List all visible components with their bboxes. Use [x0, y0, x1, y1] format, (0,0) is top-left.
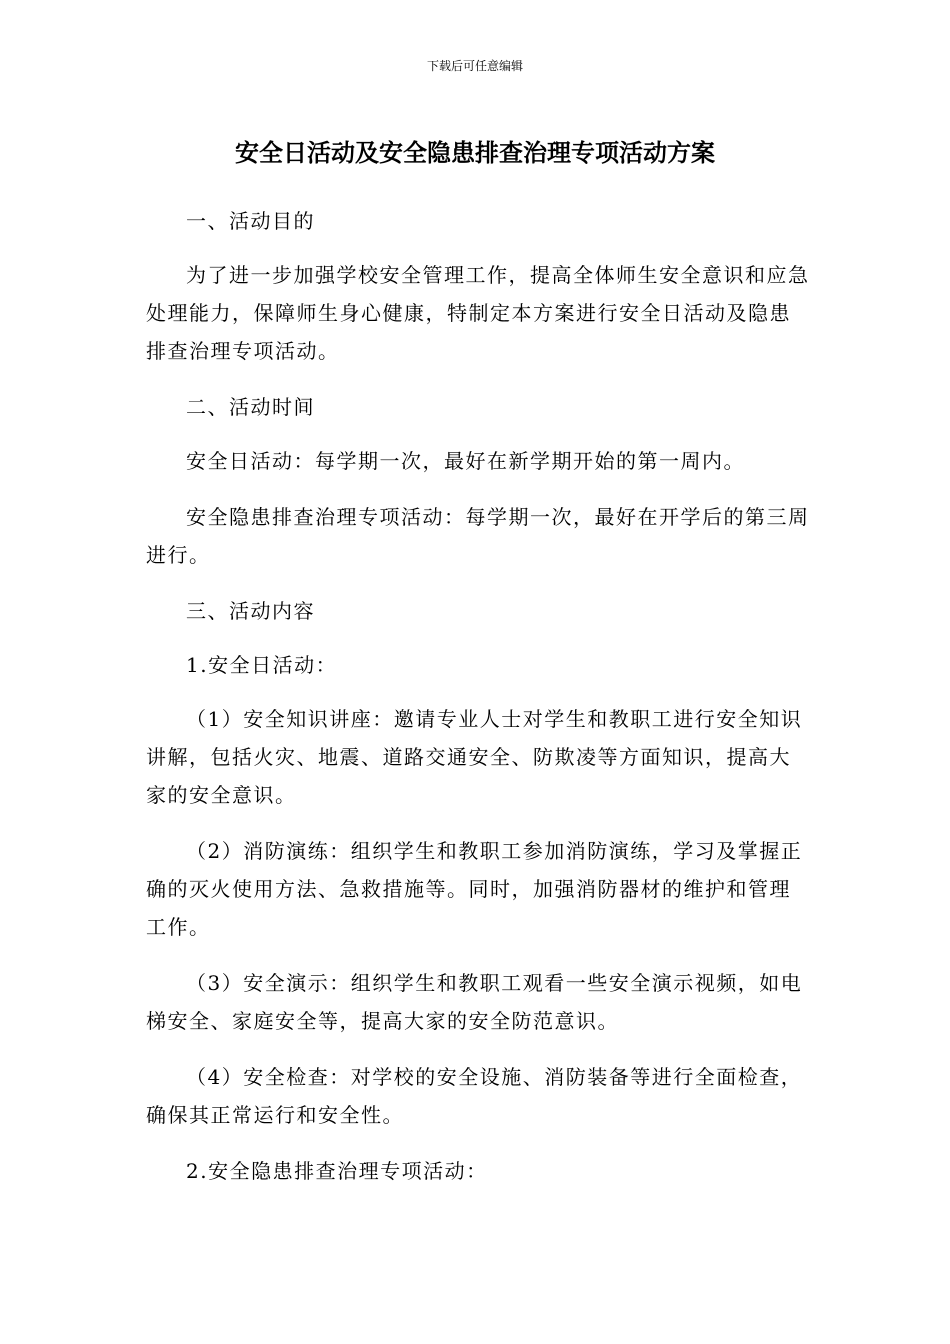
paragraph-hazard-check-time: 安全隐患排查治理专项活动：每学期一次，最好在开学后的第三周进行。 [146, 505, 810, 567]
document-title: 安全日活动及安全隐患排查治理专项活动方案 [235, 139, 715, 167]
subheading-hazard-check: 2.安全隐患排查治理专项活动： [186, 1159, 488, 1183]
paragraph-item-fire-drill: （2）消防演练：组织学生和教职工参加消防演练，学习及掌握正确的灭火使用方法、急救措施等。同时，加强消防器材的维护和管理工作。 [146, 839, 803, 939]
paragraph-item-inspection: （4）安全检查：对学校的安全设施、消防装备等进行全面检查，确保其正常运行和安全性。 [146, 1065, 803, 1127]
section-heading-time: 二、活动时间 [186, 395, 315, 419]
subheading-safety-day: 1.安全日活动： [186, 653, 338, 677]
paragraph-purpose: 为了进一步加强学校安全管理工作，提高全体师生安全意识和应急处理能力，保障师生身心健康，特制定本方案进行安全日活动及隐患排查治理专项活动。 [146, 263, 810, 363]
paragraph-item-lecture: （1）安全知识讲座：邀请专业人士对学生和教职工进行安全知识讲解，包括火灾、地震、道路交通安全、防欺凌等方面知识，提高大家的安全意识。 [146, 707, 803, 807]
paragraph-safety-day-time: 安全日活动：每学期一次，最好在新学期开始的第一周内。 [186, 449, 745, 473]
document-body [146, 202, 810, 1206]
paragraph-item-demo: （3）安全演示：组织学生和教职工观看一些安全演示视频，如电梯安全、家庭安全等，提高大家的安全防范意识。 [146, 971, 803, 1033]
header-note: 下载后可任意编辑 [426, 59, 523, 73]
section-heading-purpose: 一、活动目的 [186, 209, 315, 233]
section-heading-content: 三、活动内容 [186, 599, 315, 623]
